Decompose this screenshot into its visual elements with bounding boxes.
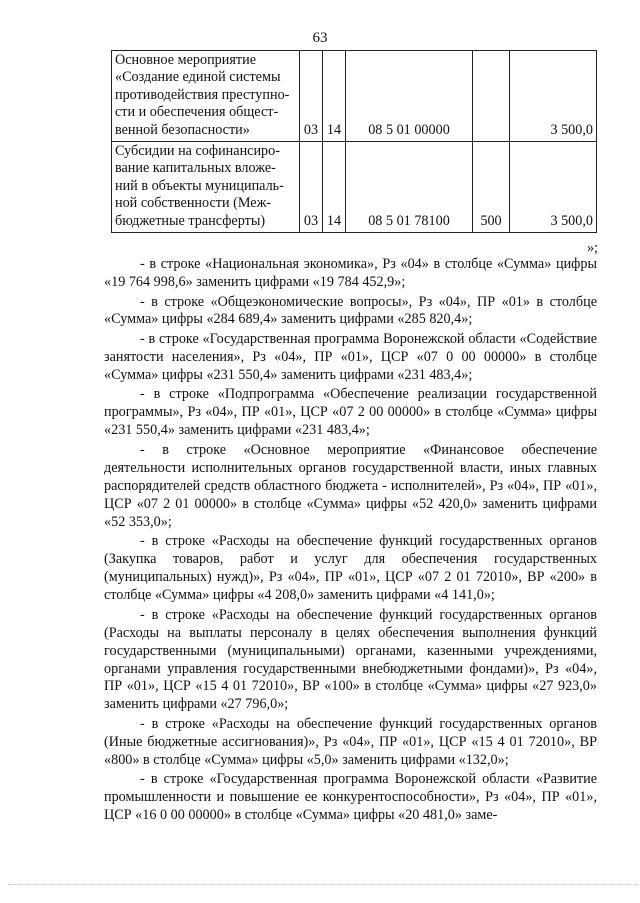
name-line: Субсидии на софинансиро-: [115, 143, 280, 160]
amendment-paragraph: - в строке «Государственная программа Воронежской области «Развитие промышленности и повышение ее конкурентоспособности», Рз «04», ПР «01», ЦСР «16 0 00 00000» в столбце «Сумма» цифры «20 481,0» заме-: [104, 771, 597, 824]
table-row: [112, 51, 597, 142]
table-cell-rz: 03: [300, 51, 323, 142]
table-cell-name: [112, 51, 300, 142]
amendment-paragraph: - в строке «Государственная программа Воронежской области «Содействие занятости населения», Рз «04», ПР «01», ЦСР «07 0 00 00000» в столбце «Сумма» цифры «231 550,4» заменить цифрами «231 483,4»;: [104, 331, 597, 383]
table-cell-sum: 3 500,0: [510, 142, 597, 233]
name-line: противодействия преступно-: [115, 86, 290, 103]
table-cell-vr: [473, 51, 510, 142]
table-cell-csr: 08 5 01 78100: [346, 142, 473, 233]
amendment-paragraph: - в строке «Расходы на обеспечение функций государственных органов (Расходы на выплаты персоналу в целях обеспечения выполнения функций государственными (муниципальными) органами, казенными учреждениями, органами управления государственными внебюджетными фондами)», Рз «04», ПР «01», ЦСР «15 4 01 72010», ВР «100» в столбце «Сумма» цифры «27 923,0» заменить цифрами «27 796,0»;: [104, 606, 597, 713]
amendment-list: [104, 256, 597, 827]
table-cell-vr: 500: [473, 142, 510, 233]
table-row: [112, 142, 597, 233]
table-cell-pr: 14: [323, 51, 346, 142]
name-line: бюджетные трансферты): [115, 212, 266, 229]
amendment-paragraph: - в строке «Национальная экономика», Рз «04» в столбце «Сумма» цифры «19 764 998,6» заменить цифрами «19 784 452,9»;: [104, 256, 597, 290]
amendment-paragraph: - в строке «Подпрограмма «Обеспечение реализации государственной программы», Рз «04», ПР «01», ЦСР «07 2 00 00000» в столбце «Сумма» цифры «231 550,4» заменить цифрами «231 483,4»;: [104, 386, 597, 439]
name-line: венной безопасности»: [115, 121, 250, 138]
table-cell-csr: 08 5 01 00000: [346, 51, 473, 142]
table-cell-name: [112, 142, 300, 233]
name-line: Основное мероприятие: [115, 52, 256, 68]
name-line: сти и обеспечения общест-: [115, 104, 279, 121]
table-cell-pr: 14: [323, 142, 346, 233]
table-closing-quote: »;: [586, 240, 598, 256]
page-bottom-divider: [8, 884, 638, 885]
table-cell-sum: 3 500,0: [510, 51, 597, 142]
budget-table: [111, 50, 597, 233]
amendment-paragraph: - в строке «Общеэкономические вопросы», Рз «04», ПР «01» в столбце «Сумма» цифры «284 689,4» заменить цифрами «285 820,4»;: [104, 293, 597, 328]
amendment-paragraph: - в строке «Расходы на обеспечение функций государственных органов (Закупка товаров, работ и услуг для обеспечения государственных (муниципальных) нужд)», Рз «04», ПР «01», ЦСР «07 2 01 72010», ВР «200» в столбце «Сумма» цифры «4 208,0» заменить цифрами «4 141,0»;: [104, 533, 597, 604]
page-number: 63: [312, 30, 328, 46]
name-line: вание капитальных вложе-: [115, 160, 276, 177]
name-line: ний в объекты муниципаль-: [115, 177, 284, 194]
amendment-paragraph: - в строке «Основное мероприятие «Финансовое обеспечение деятельности исполнительных органов государственной власти, иных главных распорядителей средств областного бюджета - исполнителей», Рз «04», ПР «01», ЦСР «07 2 01 00000» в столбце «Сумма» цифры «52 420,0» заменить цифрами «52 353,0»;: [104, 441, 597, 530]
table-cell-rz: 03: [300, 142, 323, 233]
amendment-paragraph: - в строке «Расходы на обеспечение функций государственных органов (Иные бюджетные ассигнования)», Рз «04», ПР «01», ЦСР «15 4 01 72010», ВР «800» в столбце «Сумма» цифры «5,0» заменить цифрами «132,0»;: [104, 715, 597, 768]
name-line: «Создание единой системы: [115, 69, 281, 86]
name-line: ной собственности (Меж-: [115, 195, 272, 212]
